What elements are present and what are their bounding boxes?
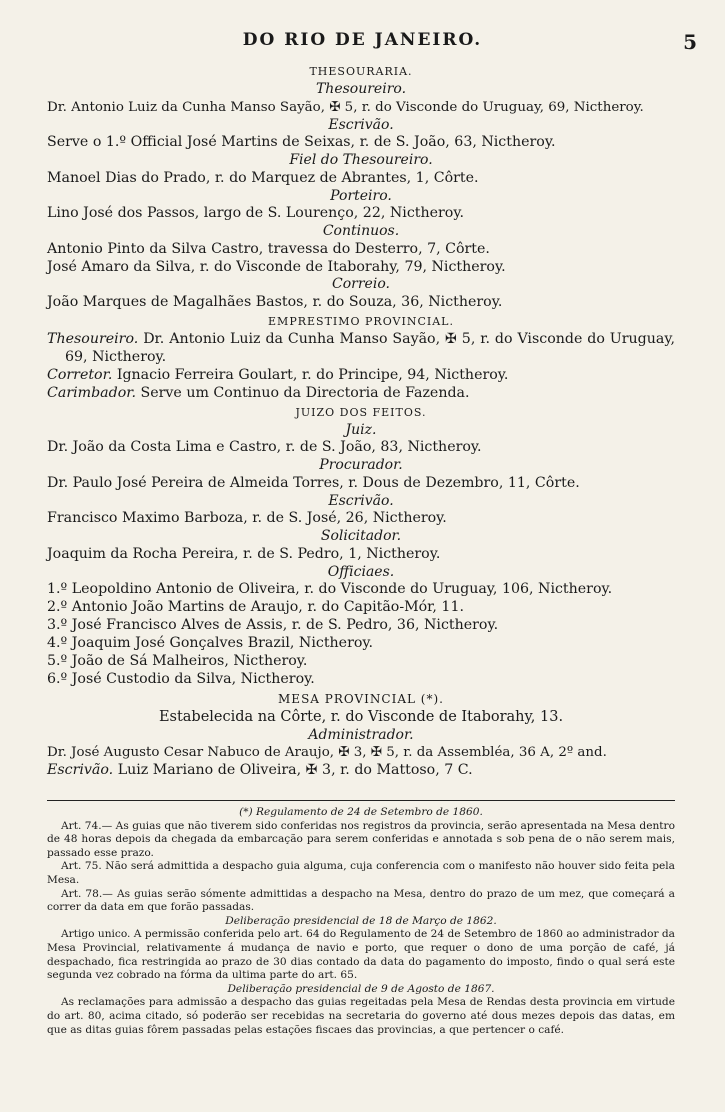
page-header <box>0 30 725 56</box>
role-label: Correio. <box>332 276 390 293</box>
entry-line: Joaquim da Rocha Pereira, r. de S. Pedro, 1, Nictheroy. <box>47 545 441 562</box>
entry-line: João Marques de Magalhães Bastos, r. do Souza, 36, Nictheroy. <box>47 294 503 310</box>
role-label: Escrivão. <box>328 492 394 509</box>
footnotes <box>47 806 675 1037</box>
footnote-paragraph: Art. 75. Não será admittida a despacho guia alguma, cuja conferencia com o manifesto não houver sido feita pela Mesa. <box>47 860 675 886</box>
entry-line: José Amaro da Silva, r. do Visconde de Itaborahy, 79, Nictheroy. <box>47 258 506 275</box>
footnote-paragraph: Art. 78.— As guias serão sómente admittidas a despacho na Mesa, dentro do prazo de um mez, que começará a correr da data em que forão passadas. <box>47 887 675 914</box>
list-item: 5.º João de Sá Malheiros, Nictheroy. <box>47 652 308 669</box>
role-label: Thesoureiro. <box>315 81 407 97</box>
list-item: 4.º Joaquim José Gonçalves Brazil, Nictheroy. <box>47 634 374 651</box>
footnote-heading: Deliberação presidencial de 9 de Agosto de 1867. <box>227 982 495 995</box>
entry-line: Dr. José Augusto Cesar Nabuco de Araujo, ✠ 3, ✠ 5, r. da Assembléa, 36 A, 2º and. <box>47 745 607 761</box>
entry-line: Lino José dos Passos, largo de S. Lourenço, 22, Nictheroy. <box>47 205 464 222</box>
role-label: Procurador. <box>319 457 403 474</box>
entry-text: Luiz Mariano de Oliveira, ✠ 3, r. do Mattoso, 7 C. <box>117 762 473 779</box>
running-title: DO RIO DE JANEIRO. <box>242 30 483 50</box>
role-label: Escrivão. <box>328 116 394 133</box>
role-label: Corretor. <box>47 366 113 383</box>
role-label: Escrivão. <box>47 762 114 779</box>
role-label: Porteiro. <box>330 187 392 204</box>
list-item: 1.º Leopoldino Antonio de Oliveira, r. do Visconde do Uruguay, 106, Nictheroy. <box>47 581 613 598</box>
directory-body <box>47 62 675 780</box>
address-line: Estabelecida na Côrte, r. do Visconde de Itaborahy, 13. <box>158 708 564 725</box>
entry-line: Manoel Dias do Prado, r. do Marquez de Abrantes, 1, Côrte. <box>47 169 479 186</box>
section-heading-mesa: MESA PROVINCIAL (*). <box>278 691 444 706</box>
role-label: Continuos. <box>322 223 400 239</box>
entry-line <box>47 331 675 367</box>
entry-line: Antonio Pinto da Silva Castro, travessa do Desterro, 7, Côrte. <box>47 240 490 257</box>
list-item: 6.º José Custodio da Silva, Nictheroy. <box>47 670 315 687</box>
entry-line <box>47 762 675 780</box>
entry-text: Serve um Continuo da Directoria de Fazenda. <box>140 384 470 401</box>
entry-line <box>47 385 675 403</box>
footnote-heading: Deliberação presidencial de 18 de Março de 1862. <box>225 914 497 927</box>
role-label: Administrador. <box>308 726 414 743</box>
entry-line: Dr. Paulo José Pereira de Almeida Torres, r. Dous de Dezembro, 11, Côrte. <box>47 474 580 491</box>
list-item: 3.º José Francisco Alves de Assis, r. de S. Pedro, 36, Nictheroy. <box>47 616 499 633</box>
role-label: Carimbador. <box>47 384 136 401</box>
role-label: Solicitador. <box>320 528 402 545</box>
page-number: 5 <box>683 30 697 54</box>
section-heading-juizo: JUIZO DOS FEITOS. <box>295 405 427 419</box>
footnote-paragraph: Artigo unico. A permissão conferida pelo art. 64 do Regulamento de 24 de Setembro de 1860 ao administrador da Mesa Provincial, relativamente á mudança de navio e porto, que requer o dono de uma porção de café, já despachado, fica restringida ao prazo de 30 dias contado da data do pagamento do imposto, findo o qual será este segunda vez cobrado na fórma da ultima parte do art. 65. <box>47 928 675 982</box>
list-item: 2.º Antonio João Martins de Araujo, r. do Capitão-Mór, 11. <box>47 599 464 616</box>
footnote-paragraph: Art. 74.— As guias que não tiverem sido conferidas nos registros da provincia, serão apresentada na Mesa dentro de 48 horas depois da chegada da embarcação para serem conferidas e annotada s sob pena de o não serem mais, passado esse prazo. <box>47 819 675 859</box>
entry-line: Dr. Antonio Luiz da Cunha Manso Sayão, ✠ 5, r. do Visconde do Uruguay, 69, Nictheroy. <box>47 99 644 115</box>
entry-line: Serve o 1.º Official José Martins de Seixas, r. de S. João, 63, Nictheroy. <box>47 134 556 151</box>
footnote-heading: (*) Regulamento de 24 de Setembro de 1860. <box>239 806 483 818</box>
role-label: Officiaes. <box>327 563 395 580</box>
section-heading-thesouraria: THESOURARIA. <box>309 65 413 78</box>
role-label: Thesoureiro. <box>47 330 139 347</box>
entry-line: Francisco Maximo Barboza, r. de S. José, 26, Nictheroy. <box>47 510 447 527</box>
entry-text: Ignacio Ferreira Goulart, r. do Principe, 94, Nictheroy. <box>116 366 509 383</box>
section-heading-emprestimo: EMPRESTIMO PROVINCIAL. <box>268 314 454 328</box>
entry-line <box>47 367 675 385</box>
entry-text: Dr. Antonio Luiz da Cunha Manso Sayão, ✠ 5, r. do Visconde do Uruguay, 69, Nictheroy. <box>65 330 675 365</box>
footnote-paragraph: As reclamações para admissão a despacho das guias regeitadas pela Mesa de Rendas desta provincia em virtude do art. 80, acima citado, só poderão ser recebidas na secretaria do governo até dous mezes depois das datas, em que as ditas guias fôrem passadas pelas estações fiscaes das provincias, a que pertencer o café. <box>47 996 675 1036</box>
role-label: Juiz. <box>345 421 377 438</box>
footnote-divider <box>47 800 675 801</box>
entry-line: Dr. João da Costa Lima e Castro, r. de S. João, 83, Nictheroy. <box>47 439 482 456</box>
role-label: Fiel do Thesoureiro. <box>289 152 433 168</box>
